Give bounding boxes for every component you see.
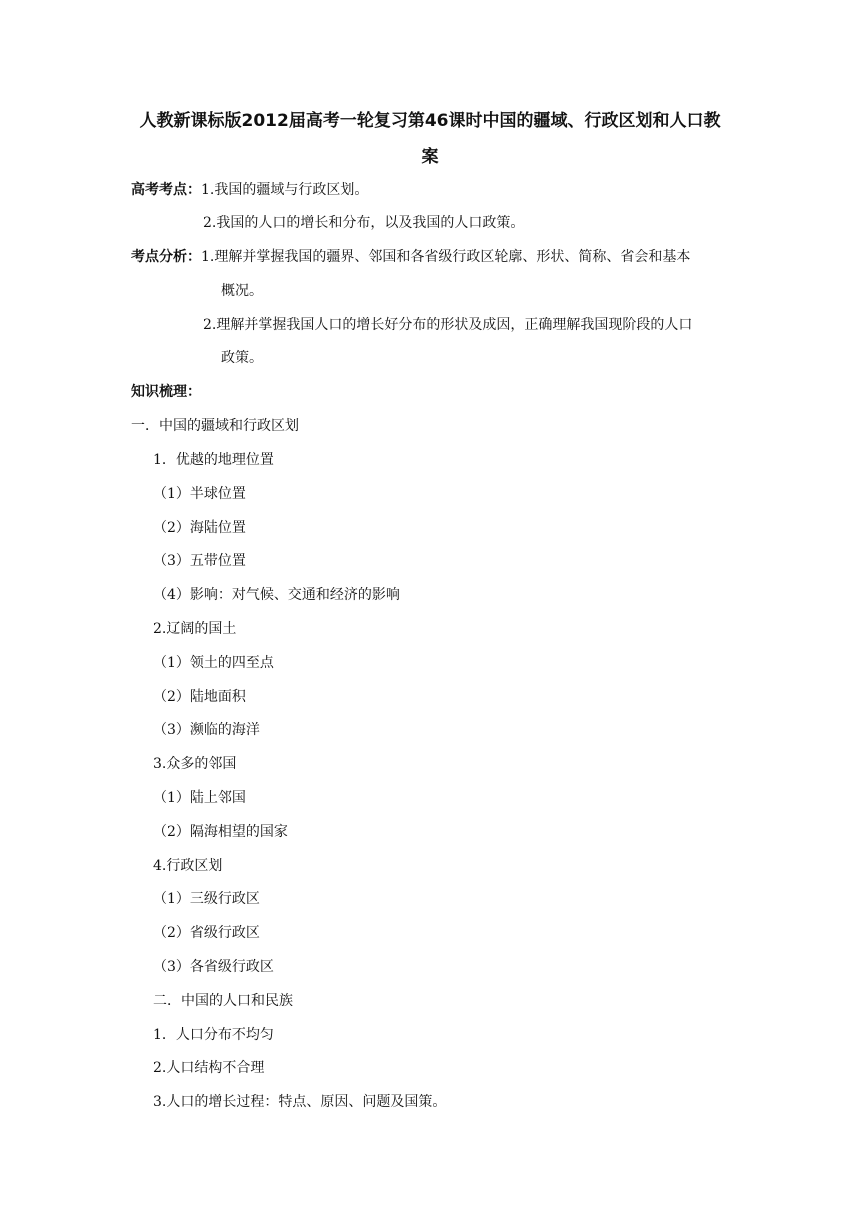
outline-subitem: （1）领土的四至点 bbox=[153, 655, 274, 671]
outline-item: 1．人口分布不均匀 bbox=[153, 1027, 274, 1043]
outline-subitem: （3）五带位置 bbox=[153, 553, 246, 569]
fenxi-label: 考点分析： bbox=[131, 249, 201, 265]
fenxi-item-2-line-1: 2.理解并掌握我国人口的增长好分布的形状及成因，正确理解我国现阶段的人口 bbox=[203, 317, 693, 333]
fenxi-item-1-line-1: 1.理解并掌握我国的疆界、邻国和各省级行政区轮廓、形状、简称、省会和基本 bbox=[201, 249, 691, 265]
outline-item: 2.辽阔的国土 bbox=[153, 621, 237, 637]
document-title-line-2: 案 bbox=[421, 147, 439, 167]
outline-subitem: （3）各省级行政区 bbox=[153, 959, 274, 975]
outline-subitem: （3）濒临的海洋 bbox=[153, 722, 260, 738]
kaodian-item-1: 1.我国的疆域与行政区划。 bbox=[201, 182, 369, 198]
outline-subitem: （2）隔海相望的国家 bbox=[153, 824, 288, 840]
outline-subitem: （2）海陆位置 bbox=[153, 520, 246, 536]
kaodian-row-1 bbox=[131, 180, 368, 200]
outline-subitem: （1）三级行政区 bbox=[153, 891, 260, 907]
shuli-label: 知识梳理： bbox=[131, 384, 201, 400]
kaodian-item-2: 2.我国的人口的增长和分布，以及我国的人口政策。 bbox=[203, 215, 525, 231]
outline-subitem: （4）影响：对气候、交通和经济的影响 bbox=[153, 587, 400, 603]
fenxi-item-1-line-2: 概况。 bbox=[221, 283, 263, 299]
kaodian-label: 高考考点： bbox=[131, 182, 201, 198]
outline-subitem: （2）陆地面积 bbox=[153, 689, 246, 705]
outline-item: 1．优越的地理位置 bbox=[153, 452, 274, 468]
outline-item: 3.人口的增长过程：特点、原因、问题及国策。 bbox=[153, 1094, 447, 1110]
fenxi-item-2-line-2: 政策。 bbox=[221, 350, 263, 366]
outline-section-1: 一．中国的疆域和行政区划 bbox=[131, 418, 299, 434]
outline-item: 4.行政区划 bbox=[153, 858, 223, 874]
document-title-line-1: 人教新课标版2012届高考一轮复习第46课时中国的疆域、行政区划和人口教 bbox=[139, 111, 721, 131]
outline-subitem: （1）陆上邻国 bbox=[153, 790, 246, 806]
outline-subitem: （1）半球位置 bbox=[153, 486, 246, 502]
outline-section-2: 二．中国的人口和民族 bbox=[153, 993, 293, 1009]
outline-item: 2.人口结构不合理 bbox=[153, 1060, 265, 1076]
outline-subitem: （2）省级行政区 bbox=[153, 925, 260, 941]
outline-item: 3.众多的邻国 bbox=[153, 756, 237, 772]
fenxi-row-1 bbox=[131, 247, 690, 267]
